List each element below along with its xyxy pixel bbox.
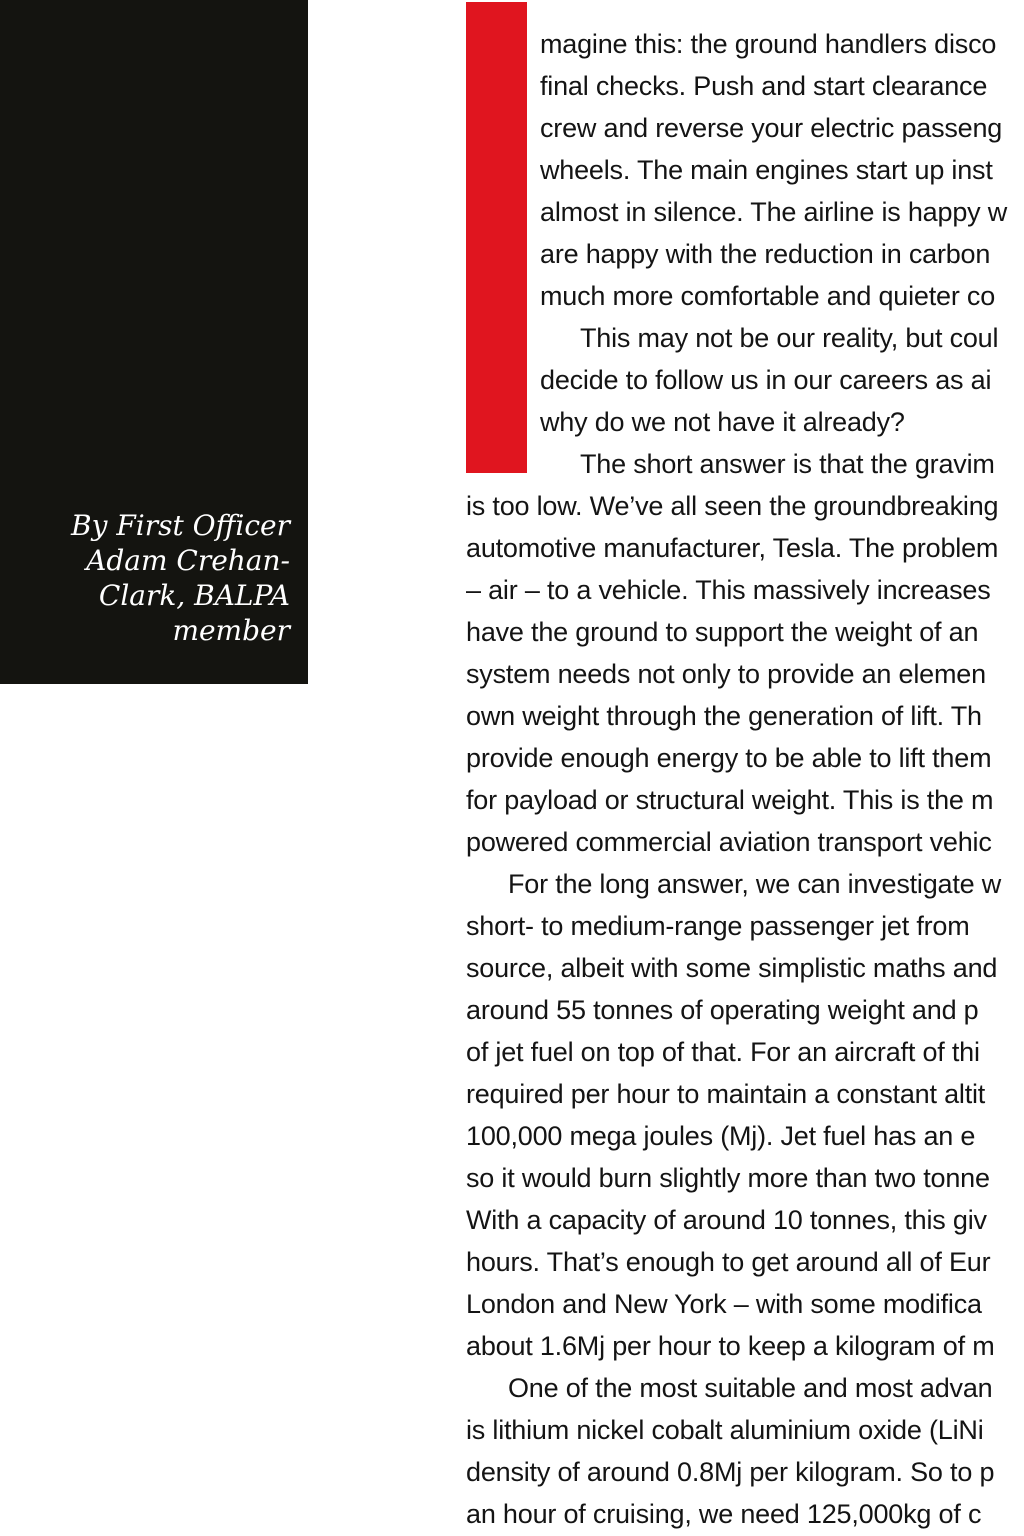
article-line: source, albeit with some simplistic maths and (466, 953, 998, 983)
article-line: wheels. The main engines start up inst (540, 155, 993, 185)
article-line: For the long answer, we can investigate w (508, 869, 1002, 899)
article-line: for payload or structural weight. This is the m (466, 785, 994, 815)
article-line: have the ground to support the weight of an (466, 617, 979, 647)
article-line: decide to follow us in our careers as ai (540, 365, 992, 395)
article-line: about 1.6Mj per hour to keep a kilogram of m (466, 1331, 995, 1361)
article-line: around 55 tonnes of operating weight and p (466, 995, 979, 1025)
article-line: almost in silence. The airline is happy w (540, 197, 1008, 227)
article-line: – air – to a vehicle. This massively increases (466, 575, 991, 605)
article-line: final checks. Push and start clearance (540, 71, 988, 101)
article-line: This may not be our reality, but coul (580, 323, 999, 353)
article-line: automotive manufacturer, Tesla. The problem (466, 533, 999, 563)
article-line: provide enough energy to be able to lift them (466, 743, 992, 773)
article-line: With a capacity of around 10 tonnes, this giv (466, 1205, 987, 1235)
article-line: is lithium nickel cobalt aluminium oxide (LiNi (466, 1415, 984, 1445)
author-byline (20, 508, 290, 648)
byline-line: Clark, BALPA (98, 579, 290, 612)
article-line: London and New York – with some modifica (466, 1289, 982, 1319)
byline-line: Adam Crehan- (86, 544, 290, 577)
article-line: 100,000 mega joules (Mj). Jet fuel has an e (466, 1121, 976, 1151)
article-line: required per hour to maintain a constant altit (466, 1079, 986, 1109)
article-line: so it would burn slightly more than two tonne (466, 1163, 990, 1193)
article-line: is too low. We’ve all seen the groundbreaking (466, 491, 999, 521)
byline-line: member (172, 614, 290, 647)
article-line: are happy with the reduction in carbon (540, 239, 991, 269)
drop-cap-letter (466, 2, 527, 473)
article-line: crew and reverse your electric passeng (540, 113, 1003, 143)
article-line: density of around 0.8Mj per kilogram. So to p (466, 1457, 995, 1487)
article-line: hours. That’s enough to get around all of Eur (466, 1247, 991, 1277)
article-line: own weight through the generation of lift. Th (466, 701, 982, 731)
byline-line: By First Officer (71, 509, 290, 542)
article-line: much more comfortable and quieter co (540, 281, 996, 311)
article-line: system needs not only to provide an elemen (466, 659, 986, 689)
byline-panel (0, 0, 308, 684)
article-line: One of the most suitable and most advan (508, 1373, 993, 1403)
article-line: an hour of cruising, we need 125,000kg of c (466, 1499, 982, 1529)
article-line: magine this: the ground handlers disco (540, 29, 997, 59)
article-line: short- to medium-range passenger jet from (466, 911, 970, 941)
article-line: why do we not have it already? (540, 407, 905, 437)
article-line: powered commercial aviation transport vehic (466, 827, 992, 857)
article-line: The short answer is that the gravim (580, 449, 995, 479)
article-line: of jet fuel on top of that. For an aircraft of thi (466, 1037, 980, 1067)
